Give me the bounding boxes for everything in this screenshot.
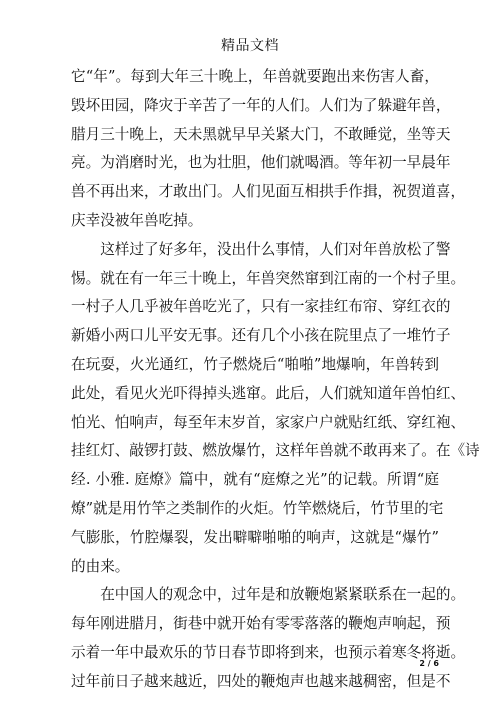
text-line: 这样过了好多年，没出什么事情，人们对年兽放松了警 <box>71 240 451 258</box>
text-line: 亮。为消磨时光，也为壮胆，他们就喝酒。等年初一早晨年 <box>71 154 451 172</box>
text-line: 惕。就在有一年三十晚上，年兽突然窜到江南的一个村子里。 <box>71 269 466 287</box>
text-line: 新婚小两口儿平安无事。还有几个小孩在院里点了一堆竹子 <box>71 327 451 345</box>
text-line: 在玩耍，火光通红，竹子燃烧后“啪啪”地爆响，年兽转到 <box>71 355 439 373</box>
text-line: 燎”就是用竹竿之类制作的火炬。竹竿燃烧后，竹节里的宅 <box>71 499 444 517</box>
text-line: 过年前日子越来越近，四处的鞭炮声也越来越稠密，但是不 <box>71 672 451 690</box>
text-line: 的由来。 <box>71 557 130 575</box>
text-line: 兽不再出来，才敢出门。人们见面互相拱手作揖，祝贺道喜， <box>71 183 466 201</box>
page-number: 2 / 6 <box>419 659 439 668</box>
paragraph-1 <box>71 63 466 236</box>
text-line: 怕光、怕响声，每至年末岁首，家家户户就贴红纸、穿红袍、 <box>71 413 466 431</box>
paragraph-2 <box>71 236 480 582</box>
text-line: 经. 小雅. 庭燎》篇中，就有“庭燎之光”的记载。所谓“庭 <box>71 471 439 489</box>
document-body <box>71 63 480 697</box>
text-line: 在中国人的观念中，过年是和放鞭炮紧紧联系在一起的。 <box>71 586 466 604</box>
text-line: 此处，看见火光吓得掉头逃窜。此后，人们就知道年兽怕红、 <box>71 384 466 402</box>
text-line: 庆幸没被年兽吃掉。 <box>71 211 203 229</box>
text-line: 每年刚进腊月，街巷中就开始有零零落落的鞭炮声响起，预 <box>71 615 451 633</box>
text-line: 气膨胀，竹腔爆裂，发出噼噼啪啪的响声，这就是“爆竹” <box>71 528 439 546</box>
text-line: 腊月三十晚上，天未黑就早早关紧大门，不敢睡觉，坐等天 <box>71 125 451 143</box>
text-line: 毁坏田园，降灾于辛苦了一年的人们。人们为了躲避年兽， <box>71 96 451 114</box>
page-header-title: 精品文档 <box>221 38 279 54</box>
text-line: 一村子人几乎被年兽吃光了，只有一家挂红布帘、穿红衣的 <box>71 298 451 316</box>
text-line: 示着一年中最欢乐的节日春节即将到来，也预示着寒冬将逝。 <box>71 643 466 661</box>
paragraph-3 <box>71 581 466 696</box>
text-line: 它“年”。每到大年三十晚上，年兽就要跑出来伤害人畜， <box>71 68 439 85</box>
text-line: 挂红灯、敲锣打鼓、燃放爆竹，这样年兽就不敢再来了。在《诗 <box>71 442 480 460</box>
